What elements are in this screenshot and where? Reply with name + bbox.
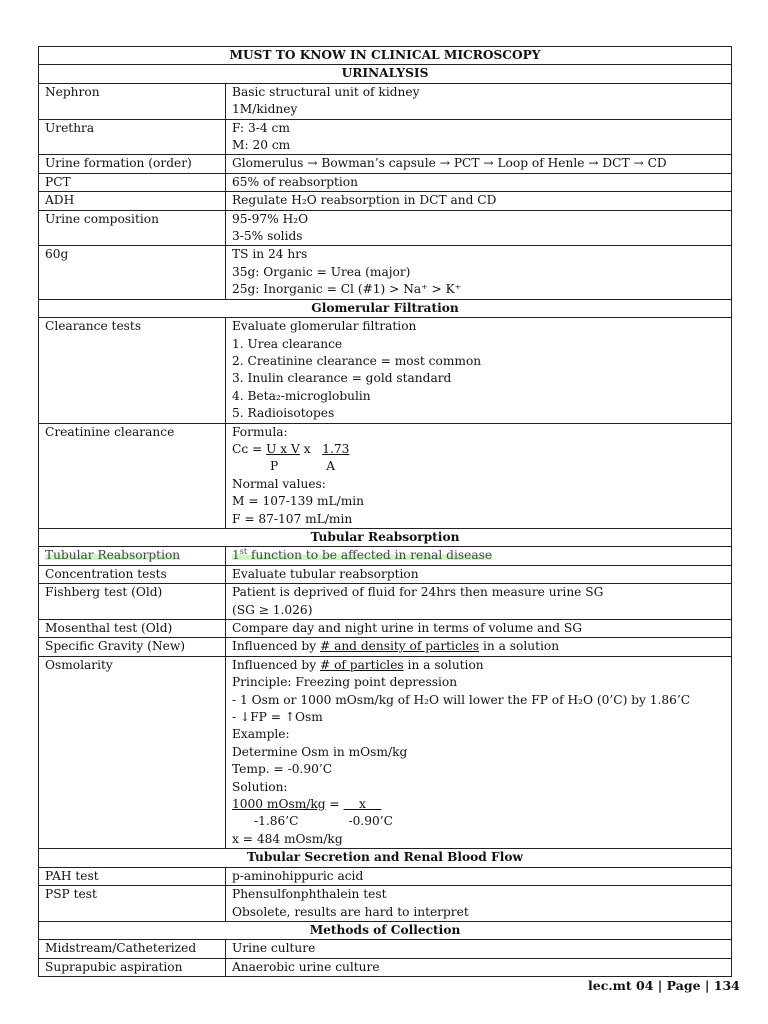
table-row [39,318,732,423]
row-description [226,547,732,565]
description-line: 3. Inulin clearance = gold standard [232,371,452,386]
row-description [226,940,732,958]
row-term: ADH [39,192,226,210]
underlined-text: 1000 mOsm/kg [232,797,326,812]
osmolarity-description [226,656,732,848]
creatinine-formula [226,423,732,528]
description-line: 5. Radioisotopes [232,406,335,421]
row-term: Urine composition [39,210,226,246]
underlined-text: x [343,797,382,812]
section-header-collection [39,921,732,939]
equation-line [232,796,725,813]
table-row [39,958,732,976]
normal-values-label: Normal values: [232,476,326,491]
ordinal-number: 1 [232,548,240,563]
description-line: M: 20 cm [232,138,291,153]
row-term: PSP test [39,886,226,922]
row-term: Urethra [39,119,226,155]
text: in a solution [403,657,484,672]
description-line: 2. Creatinine clearance = most common [232,353,482,368]
description-line: (SG ≥ 1.026) [232,602,313,617]
ordinal-suffix: st [239,547,248,557]
row-description [226,246,732,299]
table-row [39,173,732,191]
section-title: Tubular Reabsorption [39,528,732,546]
description-line: Phensulfonphthalein test [232,887,387,902]
underlined-text: # of particles [319,657,404,672]
description-line: Obsolete, results are hard to interpret [232,904,469,919]
description-line: 3-5% solids [232,229,303,244]
table-row [39,620,732,638]
text: = [325,797,344,812]
description-line: Basic structural unit of kidney [232,84,420,99]
underlined-text: # and density of particles [319,639,480,654]
text: in a solution [479,639,560,654]
row-term: Fishberg test (Old) [39,584,226,620]
text: -0.90’C [348,814,393,829]
table-row [39,886,732,922]
description-line: Regulate H₂O reabsorption in DCT and CD [232,193,497,208]
equation-denominator-line [232,813,725,830]
page-footer: lec.mt 04 | Page | 134 [588,978,740,993]
row-term: Clearance tests [39,318,226,423]
description-line: Temp. = -0.90’C [232,762,333,777]
section-header-secretion [39,849,732,867]
description-line: Evaluate tubular reabsorption [232,566,419,581]
table-row-highlighted [39,547,732,565]
row-description [226,867,732,885]
highlighted-description [232,548,492,562]
text: -1.86’C [254,814,299,829]
description-line: Anaerobic urine culture [232,959,380,974]
table-row [39,119,732,155]
row-description [226,155,732,173]
row-description [226,192,732,210]
section-title: Methods of Collection [39,921,732,939]
description-line: 25g: Inorganic = Cl (#1) > Na⁺ > K⁺ [232,282,462,297]
table-row [39,155,732,173]
row-description [226,119,732,155]
description-line [232,657,725,674]
row-description [226,958,732,976]
description-line: 1. Urea clearance [232,336,343,351]
row-description [226,210,732,246]
row-term [39,547,226,565]
formula-label: Formula: [232,424,288,439]
formula-a: A [326,459,336,474]
description-line: x = 484 mOsm/kg [232,831,343,846]
formula-line [232,441,725,458]
section-title: Glomerular Filtration [39,299,732,317]
text: Influenced by [232,639,320,654]
row-description [226,318,732,423]
row-description [226,565,732,583]
table-row [39,656,732,848]
formula-p: P [270,459,279,474]
description-line: 35g: Organic = Urea (major) [232,264,411,279]
table-row [39,584,732,620]
description-line: Example: [232,727,290,742]
table-row [39,423,732,528]
formula-numerator: U x V [266,441,300,456]
formula-bsa: 1.73 [322,441,350,456]
description-text: function to be affected in renal disease [247,548,493,563]
formula-times: x [299,441,315,456]
description-line: - 1 Osm or 1000 mOsm/kg of H₂O will lower the FP of H₂O (0’C) by 1.86’C [232,692,691,707]
section-title: Tubular Secretion and Renal Blood Flow [39,849,732,867]
description-line: Evaluate glomerular filtration [232,319,417,334]
section-header-tubular [39,528,732,546]
table-row [39,83,732,119]
description-line: TS in 24 hrs [232,247,308,262]
description-line: 1M/kidney [232,102,298,117]
table-row [39,565,732,583]
description-line: Determine Osm in mOsm/kg [232,744,408,759]
row-term: 60g [39,246,226,299]
table-title-row [39,47,732,65]
table-row [39,940,732,958]
row-term: PCT [39,173,226,191]
text: Influenced by [232,657,320,672]
description-line: Patient is deprived of fluid for 24hrs then measure urine SG [232,585,604,600]
description-line: 4. Beta₂-microglobulin [232,388,371,403]
table-row [39,192,732,210]
row-description [226,83,732,119]
row-term: Osmolarity [39,656,226,848]
table-row [39,867,732,885]
description-line: 65% of reabsorption [232,174,358,189]
description-line: F: 3-4 cm [232,120,290,135]
formula-denominator-line [232,458,725,475]
highlighted-term: Tubular Reabsorption [45,548,181,563]
clinical-microscopy-table [38,46,732,977]
description-line: - ↓FP = ↑Osm [232,710,323,725]
description-line: p-aminohippuric acid [232,868,364,883]
row-description [226,584,732,620]
row-description [226,886,732,922]
description-line: Urine culture [232,941,316,956]
description-line: 95-97% H₂O [232,211,309,226]
table-row [39,246,732,299]
normal-female: F = 87-107 mL/min [232,511,353,526]
table-row [39,638,732,656]
section-header-urinalysis [39,65,732,83]
row-term: Suprapubic aspiration [39,958,226,976]
row-term: Midstream/Catheterized [39,940,226,958]
row-term: Concentration tests [39,565,226,583]
row-term: Mosenthal test (Old) [39,620,226,638]
table-row [39,210,732,246]
row-term: Urine formation (order) [39,155,226,173]
section-header-glomerular [39,299,732,317]
description-line: Solution: [232,779,288,794]
row-description [226,638,732,656]
description-line: Glomerulus → Bowman’s capsule → PCT → Loop of Henle → DCT → CD [232,156,667,171]
section-title: URINALYSIS [39,65,732,83]
row-term: Specific Gravity (New) [39,638,226,656]
table-title: MUST TO KNOW IN CLINICAL MICROSCOPY [39,47,732,65]
row-description [226,620,732,638]
row-description [226,173,732,191]
row-term: Creatinine clearance [39,423,226,528]
row-term: Nephron [39,83,226,119]
description-line: Principle: Freezing point depression [232,675,458,690]
row-term: PAH test [39,867,226,885]
formula-cc: Cᴄ = [232,441,267,456]
description-line: Compare day and night urine in terms of volume and SG [232,621,582,635]
normal-male: M = 107-139 mL/min [232,494,365,509]
